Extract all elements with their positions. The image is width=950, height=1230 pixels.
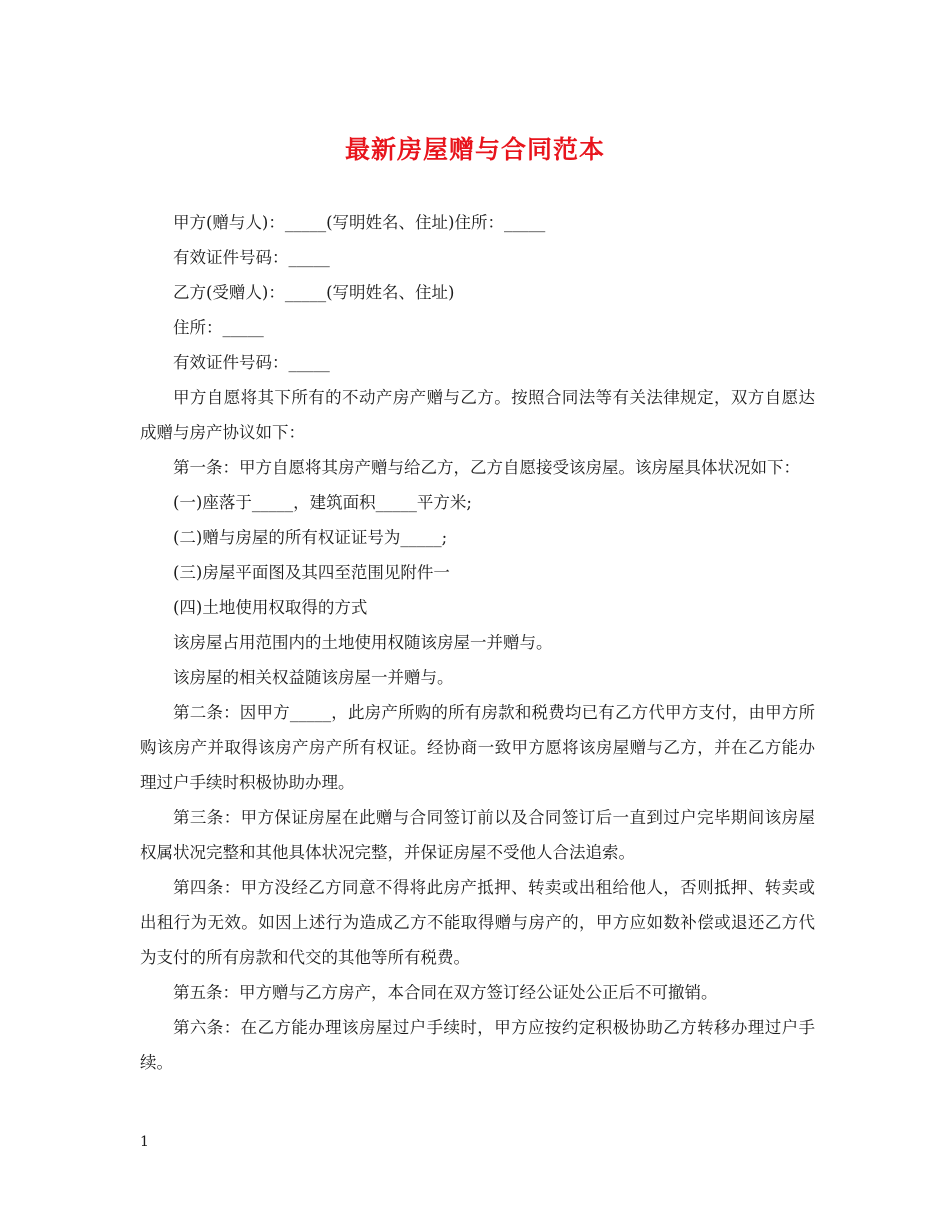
- paragraph-land-use: 该房屋占用范围内的土地使用权随该房屋一并赠与。: [173, 633, 553, 652]
- document-title: 最新房屋赠与合同范本: [344, 135, 605, 164]
- paragraph-article-5: 第五条：甲方赠与乙方房产，本合同在双方签订经公证处公正后不可撤销。: [173, 983, 718, 1002]
- paragraph-article-4: 第四条：甲方没经乙方同意不得将此房产抵押、转卖或出租给他人，否则抵押、转卖或出租行为无效。如因上述行为造成乙方不能取得赠与房产的，甲方应如数补偿或退还乙方代为支付的所有房款和代交的其他等所有税费。: [140, 878, 815, 967]
- paragraph-article-3: 第三条：甲方保证房屋在此赠与合同签订前以及合同签订后一直到过户完毕期间该房屋权属状况完整和其他具体状况完整，并保证房屋不受他人合法追索。: [140, 808, 815, 862]
- paragraph-article-6: 第六条：在乙方能办理该房屋过户手续时，甲方应按约定积极协助乙方转移办理过户手续。: [140, 1018, 815, 1072]
- paragraph-item-2: (二)赠与房屋的所有权证证号为_____;: [173, 528, 448, 547]
- paragraph-item-3: (三)房屋平面图及其四至范围见附件一: [173, 563, 450, 582]
- paragraph-article-2: 第二条：因甲方_____，此房产所购的所有房款和税费均已有乙方代甲方支付，由甲方所购该房产并取得该房产房产所有权证。经协商一致甲方愿将该房屋赠与乙方，并在乙方能办理过户手续时积极协助办理。: [140, 703, 815, 792]
- paragraph-party-b-address: 住所：_____: [173, 318, 264, 337]
- paragraph-party-b: 乙方(受赠人)：_____(写明姓名、住址): [173, 283, 455, 302]
- paragraph-item-4: (四)土地使用权取得的方式: [173, 598, 368, 617]
- page-number: 1: [140, 1134, 149, 1150]
- paragraph-article-1: 第一条：甲方自愿将其房产赠与给乙方，乙方自愿接受该房屋。该房屋具体状况如下：: [173, 458, 800, 477]
- paragraph-party-b-id: 有效证件号码：_____: [173, 353, 330, 372]
- paragraph-preamble: 甲方自愿将其下所有的不动产房产赠与乙方。按照合同法等有关法律规定，双方自愿达成赠与房产协议如下：: [140, 388, 815, 442]
- paragraph-item-1: (一)座落于_____，建筑面积_____平方米;: [173, 493, 472, 512]
- paragraph-party-a: 甲方(赠与人)：_____(写明姓名、住址)住所：_____: [173, 213, 546, 232]
- paragraph-related-rights: 该房屋的相关权益随该房屋一并赠与。: [173, 668, 454, 687]
- paragraph-party-a-id: 有效证件号码：_____: [173, 248, 330, 267]
- document-body: [140, 205, 815, 1080]
